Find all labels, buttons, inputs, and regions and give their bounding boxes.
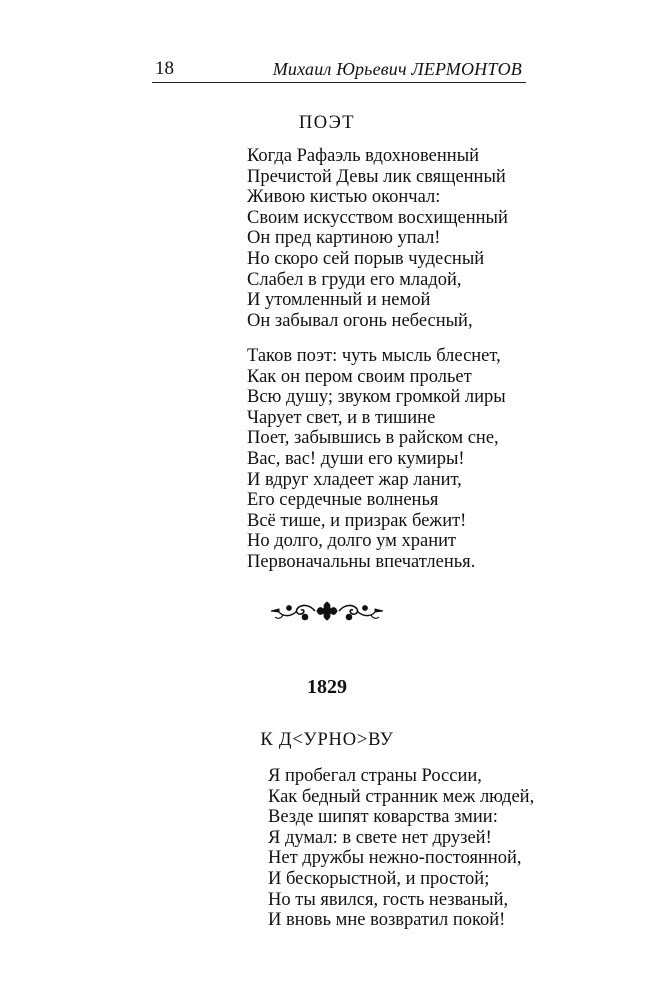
poem-line: Нет дружбы нежно-постоянной, (268, 848, 522, 869)
poem-line: Как он пером своим прольет (247, 366, 472, 387)
poem-poet-stanza-2 (247, 346, 506, 573)
section-year: 1829 (307, 676, 347, 698)
poem-line: Но долго, долго ум хранит (247, 531, 457, 552)
poem-line: Но скоро сей порыв чудесный (247, 248, 485, 269)
poem-line: Пречистой Девы лик священный (247, 166, 506, 187)
poem-line: И вдруг хладеет жар ланит, (247, 469, 462, 490)
ornament-icon (267, 598, 387, 624)
poem-poet-stanza-1 (247, 146, 508, 331)
poem-line: Вас, вас! души его кумиры! (247, 448, 465, 469)
poem-title-poet: ПОЭТ (298, 113, 356, 133)
poem-line: Я пробегал страны России, (268, 766, 482, 786)
poem-line: И вновь мне возвратил покой! (268, 910, 506, 931)
poem-line: И бескорыстной, и простой; (268, 868, 490, 889)
poem-line: Своим искусством восхищенный (247, 207, 508, 228)
poem-line: Как бедный странник меж людей, (268, 786, 535, 807)
page-number: 18 (155, 58, 174, 79)
poem-line: И утомленный и немой (247, 290, 431, 311)
poem-title-k-durnovu: К Д<УРНО>ВУ (260, 730, 394, 750)
poem-line: Он забывал огонь небесный, (247, 310, 473, 331)
poem-line: Он пред картиною упал! (247, 228, 441, 249)
poem-line: Поет, забывшись в райском сне, (247, 428, 499, 449)
poem-line: Таков поэт: чуть мысль блеснет, (247, 346, 501, 366)
poem-line: Всю душу; звуком громкой лиры (247, 387, 506, 408)
page-header (152, 58, 526, 83)
poem-line: Но ты явился, гость незваный, (268, 889, 509, 910)
poem-line: Когда Рафаэль вдохновенный (247, 146, 480, 166)
poem-line: Слабел в груди его младой, (247, 269, 462, 290)
poem-line: Всё тише, и призрак бежит! (247, 510, 467, 531)
poem-line: Везде шипят коварства змии: (268, 807, 498, 828)
poem-line: Первоначальны впечатленья. (247, 551, 476, 572)
poem-line: Чарует свет, и в тишине (247, 407, 436, 428)
running-head: Михаил Юрьевич ЛЕРМОНТОВ (272, 59, 522, 79)
poem-line: Его сердечные волненья (247, 490, 439, 511)
poem-k-durnovu-stanza-1 (268, 766, 534, 931)
poem-line: Я думал: в свете нет друзей! (268, 827, 492, 848)
poem-line: Живою кистью окончал: (247, 187, 441, 208)
